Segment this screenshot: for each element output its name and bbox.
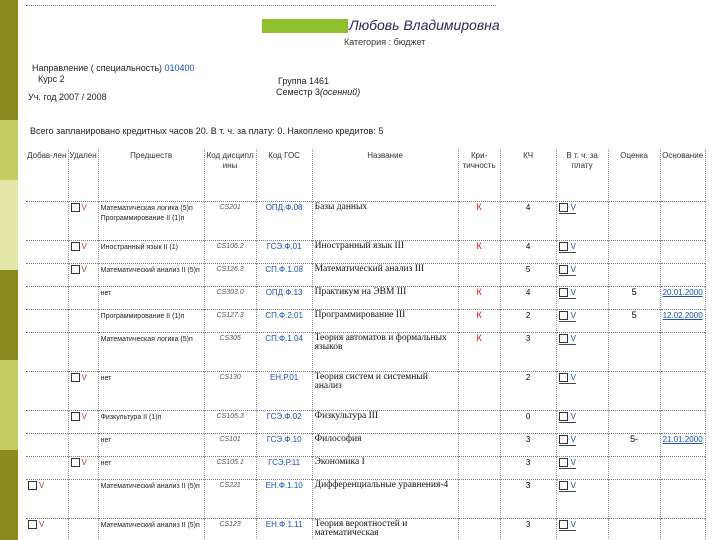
basis-date-link[interactable]: 20.01.2000 xyxy=(662,288,703,297)
grade xyxy=(608,480,660,519)
prereq-cell xyxy=(98,457,204,480)
student-category: Категория : бюджет xyxy=(344,37,426,47)
grade xyxy=(608,202,660,241)
grade xyxy=(608,264,660,287)
table-row xyxy=(26,411,705,434)
prereq-cell xyxy=(98,411,204,434)
col-added: Добав-лен xyxy=(26,149,68,202)
table-row xyxy=(26,372,705,411)
gos-code: ОПД.Ф.08 xyxy=(256,202,312,241)
table-row xyxy=(26,264,705,287)
table-row xyxy=(26,202,705,241)
added-cell xyxy=(26,480,68,519)
sidebar-stripe xyxy=(0,270,18,360)
prereq-text: Математический анализ II (5)п xyxy=(100,483,200,490)
course-title: Математический анализ III xyxy=(312,264,458,287)
table-row xyxy=(26,519,705,540)
discipline-code: CS221 xyxy=(204,480,256,519)
basis-cell xyxy=(660,372,705,411)
removed-cell xyxy=(68,434,98,457)
academic-year: Уч. год 2007 / 2008 xyxy=(28,92,107,102)
prereq-text: Математическая логика (5)п xyxy=(100,336,193,343)
removed-cell xyxy=(68,480,98,519)
top-divider xyxy=(26,0,496,6)
paid-mark: V xyxy=(570,520,576,529)
paid-cell xyxy=(556,457,608,480)
removed-mark: V xyxy=(81,242,87,251)
student-name: Любовь Владимировна xyxy=(349,17,500,33)
checkbox-icon xyxy=(71,412,80,421)
table-row xyxy=(26,480,705,519)
basis-cell xyxy=(660,241,705,264)
discipline-code: CS126.3 xyxy=(204,264,256,287)
criticality xyxy=(458,519,500,540)
added-cell xyxy=(26,333,68,372)
paid-mark: V xyxy=(570,203,576,212)
paid-checkbox[interactable] xyxy=(559,458,576,469)
prereq-text: Математическая логика (5)п Программирование II (1)п xyxy=(100,205,193,222)
gos-code: СП.Ф.1.08 xyxy=(256,264,312,287)
prereq-text: Физкультура II (1)п xyxy=(100,414,162,421)
removed-checkbox[interactable] xyxy=(71,458,87,467)
removed-checkbox[interactable] xyxy=(71,265,87,274)
removed-cell xyxy=(68,202,98,241)
credit-hours: 3 xyxy=(500,519,556,540)
checkbox-icon xyxy=(559,520,568,529)
table-row xyxy=(26,333,705,372)
added-cell xyxy=(26,457,68,480)
grade xyxy=(608,241,660,264)
table-row xyxy=(26,241,705,264)
grade xyxy=(608,372,660,411)
basis-cell xyxy=(660,434,705,457)
gos-code: СП.Ф.1.04 xyxy=(256,333,312,372)
paid-mark: V xyxy=(570,481,576,490)
course-title: Физкультура III xyxy=(312,411,458,434)
credit-hours: 2 xyxy=(500,310,556,333)
grade xyxy=(608,519,660,540)
removed-mark: V xyxy=(81,458,87,467)
gos-code: СП.Ф.2.01 xyxy=(256,310,312,333)
basis-cell xyxy=(660,480,705,519)
gos-code: ГСЭ.Ф.02 xyxy=(256,411,312,434)
credit-hours: 3 xyxy=(500,434,556,457)
checkbox-icon xyxy=(71,373,80,382)
paid-checkbox[interactable] xyxy=(559,373,576,384)
direction-row xyxy=(32,63,195,73)
removed-cell xyxy=(68,287,98,310)
checkbox-icon xyxy=(559,265,568,274)
added-checkbox[interactable] xyxy=(28,520,44,529)
col-credit-hours: КЧ xyxy=(500,149,556,202)
prereq-cell xyxy=(98,434,204,457)
criticality: К xyxy=(458,287,500,310)
credit-hours: 4 xyxy=(500,202,556,241)
checkbox-icon xyxy=(28,520,37,529)
prereq-text: нет xyxy=(100,375,112,382)
col-removed: Удален xyxy=(68,149,98,202)
prereq-cell xyxy=(98,310,204,333)
course-title: Теория вероятностей и математическая xyxy=(312,519,458,540)
study-plan-page xyxy=(18,0,720,540)
removed-checkbox[interactable] xyxy=(71,242,87,251)
added-cell xyxy=(26,287,68,310)
discipline-code: CS101 xyxy=(204,434,256,457)
added-cell xyxy=(26,241,68,264)
discipline-code: CS123 xyxy=(204,519,256,540)
removed-checkbox[interactable] xyxy=(71,203,87,212)
paid-checkbox[interactable] xyxy=(559,435,576,446)
col-basis: Основание xyxy=(660,149,705,202)
col-grade: Оценка xyxy=(608,149,660,202)
grade xyxy=(608,333,660,372)
course-title: Программирование III xyxy=(312,310,458,333)
paid-cell xyxy=(556,202,608,241)
direction-code-link[interactable]: 010400 xyxy=(164,63,195,73)
paid-cell xyxy=(556,241,608,264)
criticality xyxy=(458,457,500,480)
semester-label: Семестр 3 xyxy=(276,87,320,97)
grade xyxy=(608,411,660,434)
gos-code: ЕН.Ф.1.10 xyxy=(256,480,312,519)
course-title: Экономика I xyxy=(312,457,458,480)
prereq-cell xyxy=(98,519,204,540)
paid-checkbox[interactable] xyxy=(559,288,576,299)
table-row xyxy=(26,287,705,310)
added-cell xyxy=(26,434,68,457)
removed-cell xyxy=(68,411,98,434)
paid-checkbox[interactable] xyxy=(559,203,576,214)
paid-cell xyxy=(556,411,608,434)
paid-checkbox[interactable] xyxy=(559,265,576,276)
sidebar-stripe xyxy=(0,180,18,270)
table-header-row xyxy=(26,149,705,202)
added-cell xyxy=(26,411,68,434)
discipline-code: CS105.3 xyxy=(204,411,256,434)
paid-checkbox[interactable] xyxy=(559,334,576,345)
course-title: Практикум на ЭВМ III xyxy=(312,287,458,310)
course-title: Теория автоматов и формальных языков xyxy=(312,333,458,372)
credit-hours: 5 xyxy=(500,264,556,287)
basis-date-link[interactable]: 21.01.2000 xyxy=(662,435,703,444)
paid-cell xyxy=(556,480,608,519)
col-paid: В т. ч. за плату xyxy=(556,149,608,202)
added-cell xyxy=(26,264,68,287)
course-title: Философия xyxy=(312,434,458,457)
course-label: Курс 2 xyxy=(38,74,65,84)
removed-mark: V xyxy=(81,265,87,274)
prereq-cell xyxy=(98,264,204,287)
removed-mark: V xyxy=(81,203,87,212)
checkbox-icon xyxy=(71,458,80,467)
prereq-cell xyxy=(98,202,204,241)
table-row xyxy=(26,434,705,457)
semester-note: (осенний) xyxy=(319,87,361,97)
col-gos-code: Код ГОС xyxy=(256,149,312,202)
checkbox-icon xyxy=(559,412,568,421)
paid-cell xyxy=(556,372,608,411)
table-row xyxy=(26,310,705,333)
paid-mark: V xyxy=(570,265,576,274)
checkbox-icon xyxy=(71,203,80,212)
grade: 5- xyxy=(608,434,660,457)
paid-mark: V xyxy=(570,458,576,467)
gos-code: ГСЭ.Ф.01 xyxy=(256,241,312,264)
credit-hours: 4 xyxy=(500,287,556,310)
checkbox-icon xyxy=(559,242,568,251)
paid-mark: V xyxy=(570,311,576,320)
gos-code: ГСЭ.Ф.10 xyxy=(256,434,312,457)
discipline-code: CS130 xyxy=(204,372,256,411)
basis-cell xyxy=(660,202,705,241)
name-highlight xyxy=(262,19,348,33)
gos-code: ЕН.Ф.1.11 xyxy=(256,519,312,540)
criticality: К xyxy=(458,202,500,241)
discipline-code: CS303.0 xyxy=(204,287,256,310)
checkbox-icon xyxy=(28,481,37,490)
removed-checkbox[interactable] xyxy=(71,412,87,421)
added-cell xyxy=(26,372,68,411)
col-title: Название xyxy=(312,149,458,202)
basis-cell xyxy=(660,411,705,434)
criticality: К xyxy=(458,241,500,264)
prereq-text: нет xyxy=(100,437,112,444)
basis-cell xyxy=(660,264,705,287)
prereq-cell xyxy=(98,287,204,310)
grade xyxy=(608,457,660,480)
prereq-text: Математический анализ II (5)п xyxy=(100,267,200,274)
credit-hours: 2 xyxy=(500,372,556,411)
paid-cell xyxy=(556,434,608,457)
paid-mark: V xyxy=(570,288,576,297)
sidebar-stripe xyxy=(0,120,18,180)
paid-mark: V xyxy=(570,373,576,382)
criticality xyxy=(458,434,500,457)
sidebar-stripe xyxy=(0,450,18,540)
criticality xyxy=(458,411,500,434)
paid-mark: V xyxy=(570,435,576,444)
criticality xyxy=(458,372,500,411)
removed-mark: V xyxy=(81,373,87,382)
prereq-text: нет xyxy=(100,290,112,297)
prereq-cell xyxy=(98,480,204,519)
credit-hours: 3 xyxy=(500,333,556,372)
removed-cell xyxy=(68,310,98,333)
prereq-text: Математический анализ II (5)п xyxy=(100,522,200,529)
table-row xyxy=(26,457,705,480)
removed-cell xyxy=(68,457,98,480)
removed-cell xyxy=(68,372,98,411)
col-prerequisites: Предшеств xyxy=(98,149,204,202)
credit-hours: 3 xyxy=(500,457,556,480)
checkbox-icon xyxy=(559,373,568,382)
direction-label: Направление ( специальность) xyxy=(32,63,163,73)
checkbox-icon xyxy=(559,435,568,444)
course-title: Иностранный язык III xyxy=(312,241,458,264)
paid-cell xyxy=(556,519,608,540)
discipline-code: CS106.2 xyxy=(204,241,256,264)
paid-cell xyxy=(556,333,608,372)
removed-checkbox[interactable] xyxy=(71,373,87,382)
added-mark: V xyxy=(39,481,45,490)
added-cell xyxy=(26,202,68,241)
criticality xyxy=(458,264,500,287)
removed-mark: V xyxy=(81,412,87,421)
checkbox-icon xyxy=(71,265,80,274)
semester-row xyxy=(276,87,360,97)
paid-checkbox[interactable] xyxy=(559,311,576,322)
paid-mark: V xyxy=(570,334,576,343)
sidebar-stripe xyxy=(0,0,18,120)
discipline-code: CS305 xyxy=(204,333,256,372)
grade: 5 xyxy=(608,310,660,333)
col-criticality: Кри-тичность xyxy=(458,149,500,202)
basis-cell xyxy=(660,519,705,540)
discipline-code: CS201 xyxy=(204,202,256,241)
course-title: Базы данных xyxy=(312,202,458,241)
checkbox-icon xyxy=(559,311,568,320)
group-label: Группа 1461 xyxy=(278,76,330,86)
sidebar-stripe xyxy=(0,360,18,450)
basis-date-link[interactable]: 12.02.2000 xyxy=(662,311,703,320)
course-title: Дифференциальные уравнения-4 xyxy=(312,480,458,519)
credit-hours: 4 xyxy=(500,241,556,264)
gos-code: ЕН.Р.01 xyxy=(256,372,312,411)
prereq-text: нет xyxy=(100,460,112,467)
added-mark: V xyxy=(39,520,45,529)
basis-cell xyxy=(660,333,705,372)
decorative-sidebar xyxy=(0,0,18,540)
gos-code: ГСЭ.Р.11 xyxy=(256,457,312,480)
checkbox-icon xyxy=(559,288,568,297)
added-cell xyxy=(26,310,68,333)
removed-cell xyxy=(68,264,98,287)
checkbox-icon xyxy=(559,458,568,467)
prereq-text: Программирование II (1)п xyxy=(100,313,185,320)
courses-table xyxy=(26,149,706,540)
course-title: Теория систем и системный анализ xyxy=(312,372,458,411)
discipline-code: CS105.1 xyxy=(204,457,256,480)
basis-cell xyxy=(660,310,705,333)
prereq-text: Иностранный язык II (1) xyxy=(100,244,178,251)
credit-hours: 3 xyxy=(500,480,556,519)
paid-checkbox[interactable] xyxy=(559,242,576,253)
credit-hours: 0 xyxy=(500,411,556,434)
paid-cell xyxy=(556,310,608,333)
checkbox-icon xyxy=(559,203,568,212)
paid-mark: V xyxy=(570,412,576,421)
discipline-code: CS127.3 xyxy=(204,310,256,333)
removed-cell xyxy=(68,519,98,540)
added-checkbox[interactable] xyxy=(28,481,44,490)
added-cell xyxy=(26,519,68,540)
removed-cell xyxy=(68,333,98,372)
criticality: К xyxy=(458,333,500,372)
criticality: К xyxy=(458,310,500,333)
paid-cell xyxy=(556,264,608,287)
criticality xyxy=(458,480,500,519)
credit-summary: Всего запланировано кредитных часов 20. В т. ч. за плату: 0. Накоплено кредитов: 5 xyxy=(30,126,384,136)
checkbox-icon xyxy=(559,481,568,490)
removed-cell xyxy=(68,241,98,264)
gos-code: ОПД.Ф.13 xyxy=(256,287,312,310)
prereq-cell xyxy=(98,241,204,264)
prereq-cell xyxy=(98,333,204,372)
checkbox-icon xyxy=(71,242,80,251)
grade: 5 xyxy=(608,287,660,310)
col-discipline-code: Код дисципл ины xyxy=(204,149,256,202)
checkbox-icon xyxy=(559,334,568,343)
paid-checkbox[interactable] xyxy=(559,520,576,531)
basis-cell xyxy=(660,457,705,480)
paid-cell xyxy=(556,287,608,310)
basis-cell xyxy=(660,287,705,310)
prereq-cell xyxy=(98,372,204,411)
paid-checkbox[interactable] xyxy=(559,481,576,492)
paid-mark: V xyxy=(570,242,576,251)
paid-checkbox[interactable] xyxy=(559,412,576,423)
